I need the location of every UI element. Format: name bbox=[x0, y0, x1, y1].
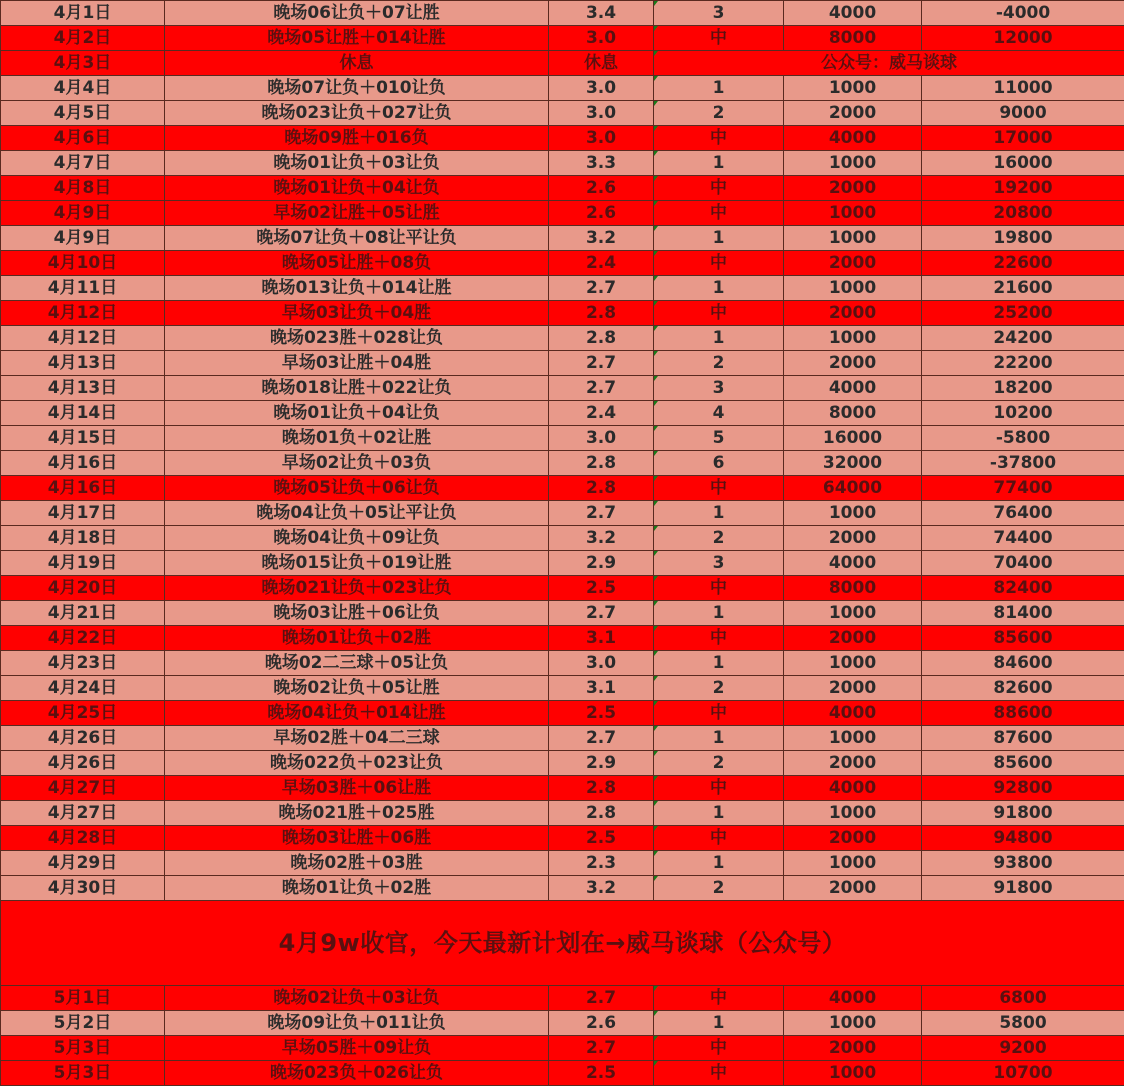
total-cell: 82600 bbox=[922, 676, 1124, 701]
stake-cell: 8000 bbox=[784, 26, 922, 51]
odds-cell: 2.5 bbox=[549, 826, 654, 851]
table-row bbox=[1, 476, 1124, 501]
total-cell: 91800 bbox=[922, 801, 1124, 826]
result-cell: 1 bbox=[654, 601, 784, 626]
stake-cell: 2000 bbox=[784, 876, 922, 901]
result-cell: 1 bbox=[654, 151, 784, 176]
table-row bbox=[1, 51, 1124, 76]
plan-cell: 晚场022负＋023让负 bbox=[165, 751, 549, 776]
stake-cell: 1000 bbox=[784, 801, 922, 826]
table-row bbox=[1, 251, 1124, 276]
stake-cell: 2000 bbox=[784, 351, 922, 376]
total-cell: 18200 bbox=[922, 376, 1124, 401]
result-cell: 中 bbox=[654, 1036, 784, 1061]
odds-cell: 2.8 bbox=[549, 301, 654, 326]
date-cell: 4月24日 bbox=[1, 676, 165, 701]
total-cell: 19200 bbox=[922, 176, 1124, 201]
result-cell: 中 bbox=[654, 301, 784, 326]
table-row bbox=[1, 126, 1124, 151]
total-cell: 19800 bbox=[922, 226, 1124, 251]
total-cell: 5800 bbox=[922, 1011, 1124, 1036]
date-cell: 4月9日 bbox=[1, 226, 165, 251]
stake-cell: 4000 bbox=[784, 1, 922, 26]
table-row bbox=[1, 301, 1124, 326]
date-cell: 4月9日 bbox=[1, 201, 165, 226]
date-cell: 4月19日 bbox=[1, 551, 165, 576]
result-cell: 5 bbox=[654, 426, 784, 451]
total-cell: 10200 bbox=[922, 401, 1124, 426]
odds-cell: 2.8 bbox=[549, 801, 654, 826]
date-cell: 4月28日 bbox=[1, 826, 165, 851]
result-cell: 1 bbox=[654, 276, 784, 301]
date-cell: 4月21日 bbox=[1, 601, 165, 626]
date-cell: 4月18日 bbox=[1, 526, 165, 551]
table-row bbox=[1, 751, 1124, 776]
result-cell: 中 bbox=[654, 251, 784, 276]
plan-cell: 晚场05让胜＋014让胜 bbox=[165, 26, 549, 51]
result-cell: 3 bbox=[654, 551, 784, 576]
table-row bbox=[1, 226, 1124, 251]
result-cell: 3 bbox=[654, 376, 784, 401]
plan-cell: 晚场01让负＋02胜 bbox=[165, 876, 549, 901]
plan-cell: 晚场06让负＋07让胜 bbox=[165, 1, 549, 26]
stake-cell: 2000 bbox=[784, 751, 922, 776]
stake-cell: 2000 bbox=[784, 826, 922, 851]
date-cell: 4月12日 bbox=[1, 301, 165, 326]
table-row bbox=[1, 176, 1124, 201]
result-cell: 2 bbox=[654, 751, 784, 776]
stake-cell: 4000 bbox=[784, 701, 922, 726]
date-cell: 5月1日 bbox=[1, 986, 165, 1011]
odds-cell: 2.4 bbox=[549, 251, 654, 276]
total-cell: 76400 bbox=[922, 501, 1124, 526]
result-cell: 中 bbox=[654, 201, 784, 226]
odds-cell: 2.7 bbox=[549, 501, 654, 526]
total-cell: 9200 bbox=[922, 1036, 1124, 1061]
odds-cell: 2.3 bbox=[549, 851, 654, 876]
table-row bbox=[1, 876, 1124, 901]
result-cell: 2 bbox=[654, 101, 784, 126]
total-cell: 9000 bbox=[922, 101, 1124, 126]
stake-cell: 2000 bbox=[784, 526, 922, 551]
plan-cell: 晚场02胜＋03胜 bbox=[165, 851, 549, 876]
stake-cell: 1000 bbox=[784, 1061, 922, 1086]
stake-cell: 8000 bbox=[784, 576, 922, 601]
result-cell: 1 bbox=[654, 801, 784, 826]
plan-cell: 晚场015让负＋019让胜 bbox=[165, 551, 549, 576]
odds-cell: 3.2 bbox=[549, 876, 654, 901]
odds-cell: 2.4 bbox=[549, 401, 654, 426]
odds-cell: 3.2 bbox=[549, 526, 654, 551]
stake-cell: 4000 bbox=[784, 776, 922, 801]
stake-cell: 4000 bbox=[784, 986, 922, 1011]
result-cell: 1 bbox=[654, 726, 784, 751]
plan-cell: 晚场013让负＋014让胜 bbox=[165, 276, 549, 301]
table-row bbox=[1, 701, 1124, 726]
table-row bbox=[1, 1, 1124, 26]
stake-cell: 2000 bbox=[784, 676, 922, 701]
table-row bbox=[1, 376, 1124, 401]
table-row bbox=[1, 401, 1124, 426]
total-cell: 6800 bbox=[922, 986, 1124, 1011]
odds-cell: 2.6 bbox=[549, 1011, 654, 1036]
result-cell: 1 bbox=[654, 76, 784, 101]
odds-cell: 2.5 bbox=[549, 576, 654, 601]
date-cell: 4月20日 bbox=[1, 576, 165, 601]
date-cell: 4月15日 bbox=[1, 426, 165, 451]
odds-cell: 2.7 bbox=[549, 351, 654, 376]
stake-cell: 4000 bbox=[784, 376, 922, 401]
banner-text: 4月9w收官，今天最新计划在→威马谈球（公众号） bbox=[1, 901, 1124, 986]
total-cell: -5800 bbox=[922, 426, 1124, 451]
odds-cell: 3.1 bbox=[549, 676, 654, 701]
stake-cell: 1000 bbox=[784, 1011, 922, 1036]
date-cell: 4月13日 bbox=[1, 376, 165, 401]
odds-cell: 2.6 bbox=[549, 201, 654, 226]
stake-cell: 1000 bbox=[784, 726, 922, 751]
table-row bbox=[1, 101, 1124, 126]
stake-cell: 2000 bbox=[784, 101, 922, 126]
total-cell: 77400 bbox=[922, 476, 1124, 501]
odds-cell: 3.0 bbox=[549, 76, 654, 101]
total-cell: 21600 bbox=[922, 276, 1124, 301]
date-cell: 5月3日 bbox=[1, 1061, 165, 1086]
table-row bbox=[1, 601, 1124, 626]
total-cell: 85600 bbox=[922, 751, 1124, 776]
plan-cell: 晚场023负＋026让负 bbox=[165, 1061, 549, 1086]
plan-cell: 早场03让胜＋04胜 bbox=[165, 351, 549, 376]
result-cell: 1 bbox=[654, 1011, 784, 1036]
odds-cell: 2.9 bbox=[549, 751, 654, 776]
table-row bbox=[1, 201, 1124, 226]
total-cell: 93800 bbox=[922, 851, 1124, 876]
odds-cell: 2.7 bbox=[549, 376, 654, 401]
plan-cell: 晚场02让负＋03让负 bbox=[165, 986, 549, 1011]
result-cell: 中 bbox=[654, 176, 784, 201]
total-cell: 22200 bbox=[922, 351, 1124, 376]
odds-cell: 3.0 bbox=[549, 101, 654, 126]
plan-cell: 休息 bbox=[165, 51, 549, 76]
date-cell: 4月13日 bbox=[1, 351, 165, 376]
stake-cell: 1000 bbox=[784, 651, 922, 676]
plan-cell: 晚场04让负＋09让负 bbox=[165, 526, 549, 551]
date-cell: 4月11日 bbox=[1, 276, 165, 301]
result-cell: 2 bbox=[654, 351, 784, 376]
table-row bbox=[1, 851, 1124, 876]
odds-cell: 2.8 bbox=[549, 451, 654, 476]
date-cell: 4月1日 bbox=[1, 1, 165, 26]
result-cell: 6 bbox=[654, 451, 784, 476]
odds-cell: 2.5 bbox=[549, 701, 654, 726]
table-row bbox=[1, 526, 1124, 551]
total-cell: 92800 bbox=[922, 776, 1124, 801]
total-cell: 11000 bbox=[922, 76, 1124, 101]
result-cell: 中 bbox=[654, 776, 784, 801]
date-cell: 4月23日 bbox=[1, 651, 165, 676]
odds-cell: 2.8 bbox=[549, 476, 654, 501]
stake-cell: 1000 bbox=[784, 201, 922, 226]
date-cell: 4月12日 bbox=[1, 326, 165, 351]
table-row bbox=[1, 151, 1124, 176]
plan-cell: 晚场03让胜＋06让负 bbox=[165, 601, 549, 626]
plan-cell: 晚场09胜＋016负 bbox=[165, 126, 549, 151]
plan-cell: 晚场05让胜＋08负 bbox=[165, 251, 549, 276]
stake-cell: 16000 bbox=[784, 426, 922, 451]
table-row bbox=[1, 576, 1124, 601]
result-cell: 1 bbox=[654, 326, 784, 351]
date-cell: 4月27日 bbox=[1, 801, 165, 826]
total-cell: 87600 bbox=[922, 726, 1124, 751]
table-row bbox=[1, 426, 1124, 451]
result-cell: 1 bbox=[654, 851, 784, 876]
plan-cell: 晚场018让胜＋022让负 bbox=[165, 376, 549, 401]
date-cell: 4月17日 bbox=[1, 501, 165, 526]
total-cell: -4000 bbox=[922, 1, 1124, 26]
plan-cell: 晚场023胜＋028让负 bbox=[165, 326, 549, 351]
note-cell: 公众号：威马谈球 bbox=[654, 51, 1124, 76]
odds-cell: 2.6 bbox=[549, 176, 654, 201]
result-cell: 中 bbox=[654, 126, 784, 151]
date-cell: 4月10日 bbox=[1, 251, 165, 276]
result-cell: 中 bbox=[654, 986, 784, 1011]
odds-cell: 2.8 bbox=[549, 326, 654, 351]
total-cell: 70400 bbox=[922, 551, 1124, 576]
stake-cell: 4000 bbox=[784, 551, 922, 576]
table-row bbox=[1, 76, 1124, 101]
date-cell: 4月29日 bbox=[1, 851, 165, 876]
total-cell: 94800 bbox=[922, 826, 1124, 851]
plan-cell: 晚场09让负＋011让负 bbox=[165, 1011, 549, 1036]
date-cell: 4月16日 bbox=[1, 476, 165, 501]
plan-cell: 晚场02二三球＋05让负 bbox=[165, 651, 549, 676]
plan-cell: 早场05胜＋09让负 bbox=[165, 1036, 549, 1061]
stake-cell: 64000 bbox=[784, 476, 922, 501]
stake-cell: 1000 bbox=[784, 276, 922, 301]
total-cell: 22600 bbox=[922, 251, 1124, 276]
result-cell: 2 bbox=[654, 876, 784, 901]
table-row bbox=[1, 551, 1124, 576]
plan-cell: 晚场03让胜＋06胜 bbox=[165, 826, 549, 851]
table-row bbox=[1, 826, 1124, 851]
odds-cell: 2.7 bbox=[549, 726, 654, 751]
odds-cell: 3.0 bbox=[549, 426, 654, 451]
total-cell: 12000 bbox=[922, 26, 1124, 51]
plan-cell: 晚场021胜＋025胜 bbox=[165, 801, 549, 826]
result-cell: 中 bbox=[654, 576, 784, 601]
result-cell: 4 bbox=[654, 401, 784, 426]
table-row bbox=[1, 726, 1124, 751]
total-cell: 24200 bbox=[922, 326, 1124, 351]
table-row bbox=[1, 1036, 1124, 1061]
total-cell: 20800 bbox=[922, 201, 1124, 226]
odds-cell: 3.3 bbox=[549, 151, 654, 176]
date-cell: 4月2日 bbox=[1, 26, 165, 51]
plan-cell: 晚场07让负＋08让平让负 bbox=[165, 226, 549, 251]
stake-cell: 1000 bbox=[784, 851, 922, 876]
banner-row bbox=[1, 901, 1124, 986]
odds-cell: 2.7 bbox=[549, 986, 654, 1011]
total-cell: 91800 bbox=[922, 876, 1124, 901]
stake-cell: 2000 bbox=[784, 626, 922, 651]
stake-cell: 1000 bbox=[784, 151, 922, 176]
total-cell: 82400 bbox=[922, 576, 1124, 601]
odds-cell: 2.8 bbox=[549, 776, 654, 801]
total-cell: 16000 bbox=[922, 151, 1124, 176]
plan-cell: 晚场04让负＋05让平让负 bbox=[165, 501, 549, 526]
plan-cell: 晚场04让负＋014让胜 bbox=[165, 701, 549, 726]
table-row bbox=[1, 26, 1124, 51]
date-cell: 4月27日 bbox=[1, 776, 165, 801]
date-cell: 4月3日 bbox=[1, 51, 165, 76]
odds-cell: 3.1 bbox=[549, 626, 654, 651]
odds-cell: 3.0 bbox=[549, 26, 654, 51]
date-cell: 4月26日 bbox=[1, 751, 165, 776]
result-cell: 中 bbox=[654, 476, 784, 501]
odds-cell: 3.0 bbox=[549, 126, 654, 151]
date-cell: 4月16日 bbox=[1, 451, 165, 476]
table-row bbox=[1, 276, 1124, 301]
banner-section bbox=[1, 901, 1124, 986]
table-row bbox=[1, 776, 1124, 801]
date-cell: 4月7日 bbox=[1, 151, 165, 176]
date-cell: 4月8日 bbox=[1, 176, 165, 201]
date-cell: 4月25日 bbox=[1, 701, 165, 726]
stake-cell: 1000 bbox=[784, 601, 922, 626]
stake-cell: 2000 bbox=[784, 1036, 922, 1061]
table-row bbox=[1, 326, 1124, 351]
stake-cell: 32000 bbox=[784, 451, 922, 476]
total-cell: 74400 bbox=[922, 526, 1124, 551]
table-row bbox=[1, 651, 1124, 676]
table-row bbox=[1, 676, 1124, 701]
total-cell: 81400 bbox=[922, 601, 1124, 626]
plan-cell: 晚场02让负＋05让胜 bbox=[165, 676, 549, 701]
stake-cell: 1000 bbox=[784, 326, 922, 351]
april-rows bbox=[1, 1, 1124, 901]
result-cell: 中 bbox=[654, 701, 784, 726]
result-cell: 中 bbox=[654, 826, 784, 851]
date-cell: 5月3日 bbox=[1, 1036, 165, 1061]
table-row bbox=[1, 626, 1124, 651]
plan-cell: 晚场01让负＋03让负 bbox=[165, 151, 549, 176]
plan-cell: 晚场07让负＋010让负 bbox=[165, 76, 549, 101]
stake-cell: 4000 bbox=[784, 126, 922, 151]
stake-cell: 1000 bbox=[784, 76, 922, 101]
table-row bbox=[1, 1061, 1124, 1086]
odds-cell: 2.9 bbox=[549, 551, 654, 576]
date-cell: 4月5日 bbox=[1, 101, 165, 126]
odds-cell: 3.2 bbox=[549, 226, 654, 251]
plan-cell: 晚场01负＋02让胜 bbox=[165, 426, 549, 451]
plan-cell: 早场03让负＋04胜 bbox=[165, 301, 549, 326]
date-cell: 4月30日 bbox=[1, 876, 165, 901]
odds-cell: 3.4 bbox=[549, 1, 654, 26]
result-cell: 1 bbox=[654, 226, 784, 251]
plan-cell: 晚场023让负＋027让负 bbox=[165, 101, 549, 126]
odds-cell: 2.5 bbox=[549, 1061, 654, 1086]
result-cell: 中 bbox=[654, 626, 784, 651]
table-row bbox=[1, 351, 1124, 376]
result-cell: 3 bbox=[654, 1, 784, 26]
stake-cell: 2000 bbox=[784, 176, 922, 201]
total-cell: 84600 bbox=[922, 651, 1124, 676]
date-cell: 4月26日 bbox=[1, 726, 165, 751]
may-rows bbox=[1, 986, 1124, 1086]
stake-cell: 8000 bbox=[784, 401, 922, 426]
total-cell: 10700 bbox=[922, 1061, 1124, 1086]
result-cell: 中 bbox=[654, 26, 784, 51]
plan-cell: 晚场01让负＋02胜 bbox=[165, 626, 549, 651]
table-row bbox=[1, 1011, 1124, 1036]
table-row bbox=[1, 986, 1124, 1011]
table-row bbox=[1, 501, 1124, 526]
result-cell: 中 bbox=[654, 1061, 784, 1086]
date-cell: 4月22日 bbox=[1, 626, 165, 651]
date-cell: 5月2日 bbox=[1, 1011, 165, 1036]
result-cell: 1 bbox=[654, 651, 784, 676]
stake-cell: 2000 bbox=[784, 251, 922, 276]
plan-cell: 早场03胜＋06让胜 bbox=[165, 776, 549, 801]
total-cell: 25200 bbox=[922, 301, 1124, 326]
result-cell: 2 bbox=[654, 676, 784, 701]
table-row bbox=[1, 451, 1124, 476]
date-cell: 4月14日 bbox=[1, 401, 165, 426]
plan-cell: 早场02让胜＋05让胜 bbox=[165, 201, 549, 226]
odds-cell: 3.0 bbox=[549, 651, 654, 676]
stake-cell: 2000 bbox=[784, 301, 922, 326]
stake-cell: 1000 bbox=[784, 226, 922, 251]
date-cell: 4月4日 bbox=[1, 76, 165, 101]
odds-cell: 2.7 bbox=[549, 276, 654, 301]
total-cell: 88600 bbox=[922, 701, 1124, 726]
result-cell: 2 bbox=[654, 526, 784, 551]
date-cell: 4月6日 bbox=[1, 126, 165, 151]
stake-cell: 1000 bbox=[784, 501, 922, 526]
total-cell: 85600 bbox=[922, 626, 1124, 651]
plan-cell: 早场02让负＋03负 bbox=[165, 451, 549, 476]
total-cell: -37800 bbox=[922, 451, 1124, 476]
table-row bbox=[1, 801, 1124, 826]
odds-cell: 2.7 bbox=[549, 601, 654, 626]
result-cell: 1 bbox=[654, 501, 784, 526]
plan-cell: 晚场01让负＋04让负 bbox=[165, 401, 549, 426]
odds-cell: 2.7 bbox=[549, 1036, 654, 1061]
total-cell: 17000 bbox=[922, 126, 1124, 151]
plan-cell: 早场02胜＋04二三球 bbox=[165, 726, 549, 751]
odds-cell: 休息 bbox=[549, 51, 654, 76]
plan-cell: 晚场01让负＋04让负 bbox=[165, 176, 549, 201]
plan-cell: 晚场05让负＋06让负 bbox=[165, 476, 549, 501]
plan-cell: 晚场021让负＋023让负 bbox=[165, 576, 549, 601]
